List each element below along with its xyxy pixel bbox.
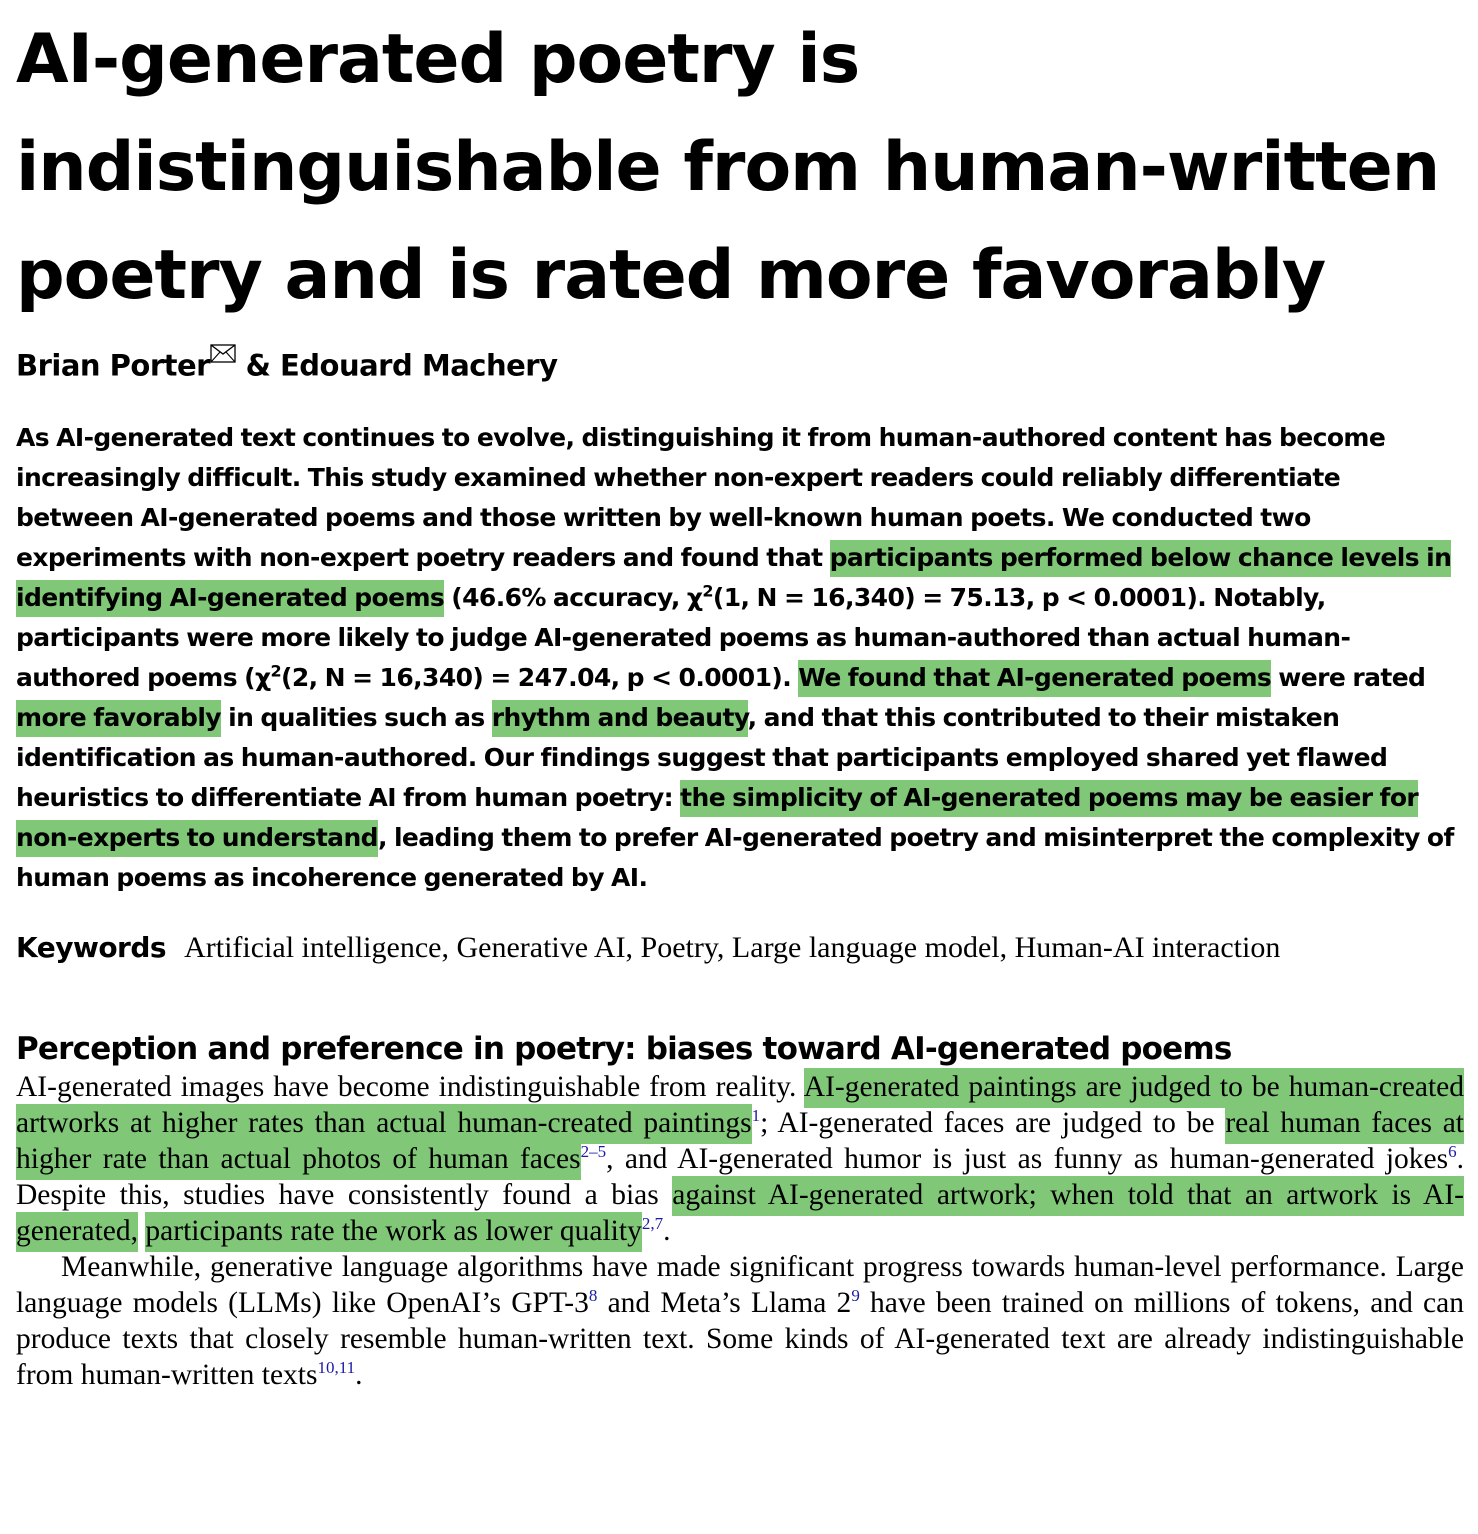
highlight-more-favorably: more favorably — [16, 700, 221, 737]
highlight-lower-quality: participants rate the work as lower quality — [145, 1212, 641, 1252]
highlight-below-chance: participants performed below chance levels in identifying AI-generated poems — [16, 540, 1451, 617]
superscript: 2 — [702, 581, 713, 601]
reference-link[interactable]: 6 — [1448, 1141, 1457, 1161]
abstract-text: in qualities such as — [221, 702, 492, 732]
highlight-bias-against: against AI-generated artwork; when told that an artwork is AI-generated, — [16, 1176, 1464, 1252]
reference-link[interactable]: 8 — [588, 1285, 598, 1305]
article-title: AI-generated poetry is indistinguishable from human-written poetry and is rated more favorably — [16, 20, 1440, 315]
reference-link[interactable]: 2,7 — [641, 1213, 664, 1233]
body-paragraph-1 — [16, 1069, 1464, 1249]
reference-link[interactable]: 2–5 — [580, 1141, 607, 1161]
highlight-paintings: AI-generated paintings are judged to be human-created artworks at higher rates than actual human-created paintings — [16, 1068, 1464, 1144]
author-brian-porter[interactable]: Brian Porter — [16, 348, 210, 383]
body-text: and Meta’s Llama 2 — [597, 1286, 852, 1319]
body-text: have been trained on millions of tokens, and can produce texts that closely resemble human-written text. Some kinds of AI-generated text are already indistinguishable from human-written texts — [16, 1286, 1464, 1391]
abstract-text: , leading them to prefer AI-generated poetry and misinterpret the complexity of human poems as incoherence generated by AI. — [16, 822, 1454, 892]
abstract — [16, 418, 1464, 898]
abstract-text: (46.6% accuracy, χ — [444, 582, 703, 612]
body-text: Meanwhile, generative language algorithms have made significant progress towards human-level performance. Large language models (LLMs) like OpenAI’s GPT-3 — [16, 1250, 1464, 1319]
author-separator: & — [235, 348, 280, 383]
author-list — [16, 344, 1464, 386]
keywords-values: Artificial intelligence, Generative AI, Poetry, Large language model, Human-AI interaction — [184, 930, 1281, 964]
body-paragraph-2 — [16, 1249, 1464, 1393]
reference-link[interactable]: 10,11 — [317, 1357, 356, 1377]
abstract-text: , and that this contributed to their mistaken identification as human-authored. Our findings suggest that participants employed shared yet flawed heuristics to differentiate AI from human poetry: — [16, 702, 1388, 812]
superscript: 2 — [270, 661, 282, 681]
body-text: AI-generated images have become indistinguishable from reality. — [16, 1070, 804, 1103]
highlight-rhythm-beauty: rhythm and beauty — [492, 700, 748, 737]
abstract-text: As AI-generated text continues to evolve, distinguishing it from human-authored content has become increasingly difficult. This study examined whether non-expert readers could reliably differentiate between AI-generated poems and those written by well-known human poets. We conducted two experiments with non-expert poetry readers and found that — [16, 422, 1386, 572]
keywords — [16, 928, 1464, 969]
abstract-text: (2, N = 16,340) = 247.04, p < 0.0001). — [281, 662, 799, 692]
reference-link[interactable]: 1 — [751, 1105, 761, 1125]
body-text: . Despite this, studies have consistently found a bias — [16, 1142, 1465, 1211]
body-text: , and AI-generated humor is just as funny as human-generated jokes — [606, 1142, 1449, 1175]
article-page — [16, 0, 1464, 1393]
abstract-text: were rated — [1271, 662, 1426, 692]
highlight-simplicity: the simplicity of AI-generated poems may be easier for non-experts to understand — [16, 780, 1418, 857]
envelope-icon[interactable] — [210, 346, 236, 370]
body-text: . — [663, 1214, 671, 1247]
keywords-label: Keywords — [16, 930, 167, 964]
body-text: . — [355, 1358, 363, 1391]
abstract-text: (1, N = 16,340) = 75.13, p < 0.0001). Notably, participants were more likely to judge AI-generated poems as human-authored than actual human-authored poems (χ — [16, 582, 1351, 692]
highlight-faces: real human faces at higher rate than actual photos of human faces — [16, 1104, 1464, 1180]
author-edouard-machery[interactable]: Edouard Machery — [279, 348, 558, 383]
highlight-found-ai-poems: We found that AI-generated poems — [798, 660, 1271, 697]
section-heading: Perception and preference in poetry: biases toward AI-generated poems — [16, 1030, 1232, 1067]
reference-link[interactable]: 9 — [851, 1285, 860, 1305]
body-text: ; AI-generated faces are judged to be — [760, 1106, 1226, 1139]
